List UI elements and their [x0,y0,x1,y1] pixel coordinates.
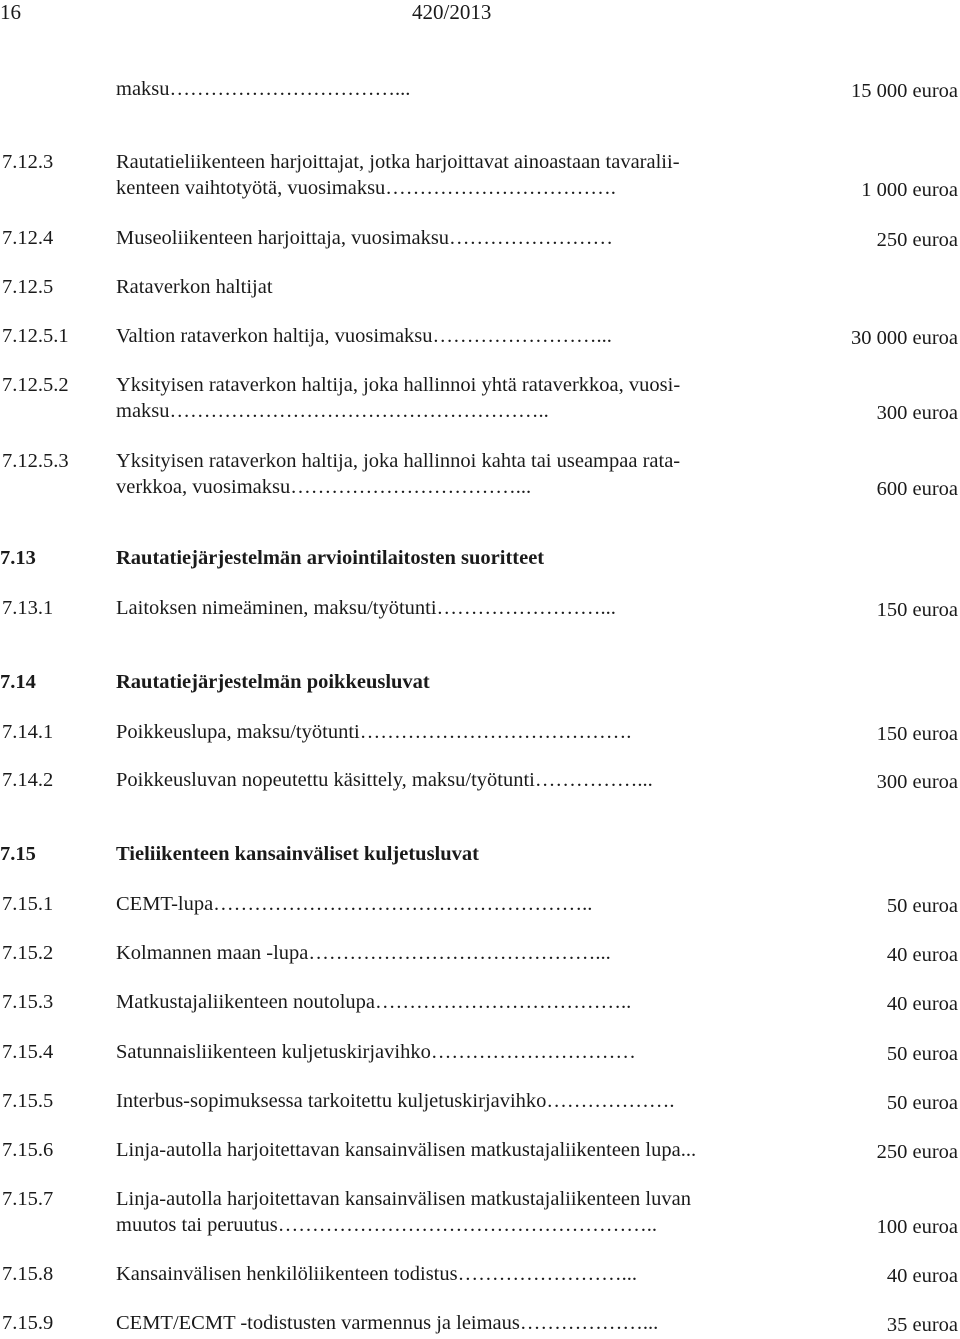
entry-description [116,1310,811,1336]
entry-description [116,719,811,745]
fee-amount: 300 euroa [876,771,958,793]
description-line: CEMT-lupa……………………………………………….. [116,893,593,915]
entry-description [116,940,811,966]
fee-amount: 15 000 euroa [850,80,958,102]
entry-number: 7.15.1 [2,893,54,915]
entry-number: 7.15.4 [2,1041,54,1063]
entry-number: 7.14.1 [2,721,54,743]
entry-number: 7.12.3 [2,151,54,173]
entry-description [116,891,811,917]
description-line: Poikkeuslupa, maksu/työtunti…………………………………. [116,721,632,743]
entry-number: 7.13.1 [2,597,54,619]
description-line: Tieliikenteen kansainväliset kuljetusluvat [116,843,479,865]
entry-description [116,225,811,251]
description-line: CEMT/ECMT -todistusten varmennus ja leimaus………………... [116,1312,659,1334]
fee-amount: 35 euroa [886,1314,958,1336]
entry-number: 7.15 [0,843,36,865]
description-line: Yksityisen rataverkon haltija, joka hallinnoi kahta tai useampaa rata- [116,450,681,472]
entry-number: 7.12.5 [2,276,54,298]
entry-description [116,448,811,500]
description-line: Linja-autolla harjoitettavan kansainvälisen matkustajaliikenteen lupa... [116,1139,697,1161]
fee-amount: 40 euroa [886,944,958,966]
entry-description [116,767,811,793]
fee-amount: 150 euroa [876,723,958,745]
description-line: Poikkeusluvan nopeutettu käsittely, maksu/työtunti……………... [116,769,653,791]
entry-description [116,323,811,349]
page-number: 16 [0,0,21,24]
description-line: Satunnaisliikenteen kuljetuskirjavihko………………………… [116,1041,636,1063]
entry-number: 7.15.5 [2,1090,54,1112]
description-line: Rautatieliikenteen harjoittajat, jotka harjoittavat ainoastaan tavaralii- [116,151,680,173]
entry-description [116,1039,811,1065]
fee-amount: 40 euroa [886,1265,958,1287]
document-id: 420/2013 [412,0,492,24]
entry-number: 7.12.5.2 [2,374,69,396]
description-line: Linja-autolla harjoitettavan kansainvälisen matkustajaliikenteen luvan [116,1188,691,1210]
entry-description [116,274,811,300]
entry-description [116,989,811,1015]
entry-number: 7.12.5.1 [2,325,69,347]
fee-amount: 100 euroa [876,1216,958,1238]
fee-amount: 50 euroa [886,1043,958,1065]
entry-description [116,1186,811,1238]
description-line: Rautatiejärjestelmän arviointilaitosten suoritteet [116,547,545,569]
fee-amount: 150 euroa [876,599,958,621]
entry-number: 7.15.2 [2,942,54,964]
entry-number: 7.15.7 [2,1188,54,1210]
fee-amount: 30 000 euroa [850,327,958,349]
entry-number: 7.15.8 [2,1263,54,1285]
entry-number: 7.13 [0,547,36,569]
entry-description [116,1137,811,1163]
fee-amount: 40 euroa [886,993,958,1015]
entry-number: 7.15.9 [2,1312,54,1334]
fee-amount: 1 000 euroa [861,179,958,201]
description-line: Laitoksen nimeäminen, maksu/työtunti……………………... [116,597,616,619]
description-line: kenteen vaihtotyötä, vuosimaksu……………………………. [116,177,616,199]
entry-description [116,76,811,102]
description-line: muutos tai peruutus……………………………………………….. [116,1214,657,1236]
description-line: verkkoa, vuosimaksu……………………………... [116,476,532,498]
description-line: Rataverkon haltijat [116,276,273,298]
entry-number: 7.15.3 [2,991,54,1013]
entry-description [116,841,811,867]
fee-amount: 250 euroa [876,1141,958,1163]
entry-description [116,1261,811,1287]
fee-amount: 50 euroa [886,1092,958,1114]
description-line: Yksityisen rataverkon haltija, joka hallinnoi yhtä rataverkkoa, vuosi- [116,374,681,396]
entry-number: 7.14 [0,671,36,693]
entry-description [116,595,811,621]
description-line: Museoliikenteen harjoittaja, vuosimaksu…………………… [116,227,614,249]
description-line: Interbus-sopimuksessa tarkoitettu kuljetuskirjavihko………………. [116,1090,675,1112]
entry-number: 7.12.5.3 [2,450,69,472]
entry-description [116,545,811,571]
entry-number: 7.15.6 [2,1139,54,1161]
entry-number: 7.14.2 [2,769,54,791]
entry-description [116,372,811,424]
description-line: Kansainvälisen henkilöliikenteen todistus……………………... [116,1263,637,1285]
description-line: Rautatiejärjestelmän poikkeusluvat [116,671,430,693]
entry-number: 7.12.4 [2,227,54,249]
description-line: maksu……………………………………………….. [116,400,549,422]
entry-description [116,669,811,695]
fee-amount: 300 euroa [876,402,958,424]
description-line: Matkustajaliikenteen noutolupa……………………………….. [116,991,632,1013]
fee-amount: 250 euroa [876,229,958,251]
fee-amount: 600 euroa [876,478,958,500]
entry-description [116,149,811,201]
description-line: Valtion rataverkon haltija, vuosimaksu……………………... [116,325,612,347]
description-line: maksu……………………………... [116,78,411,100]
entry-description [116,1088,811,1114]
fee-amount: 50 euroa [886,895,958,917]
description-line: Kolmannen maan -lupa……………………………………... [116,942,611,964]
